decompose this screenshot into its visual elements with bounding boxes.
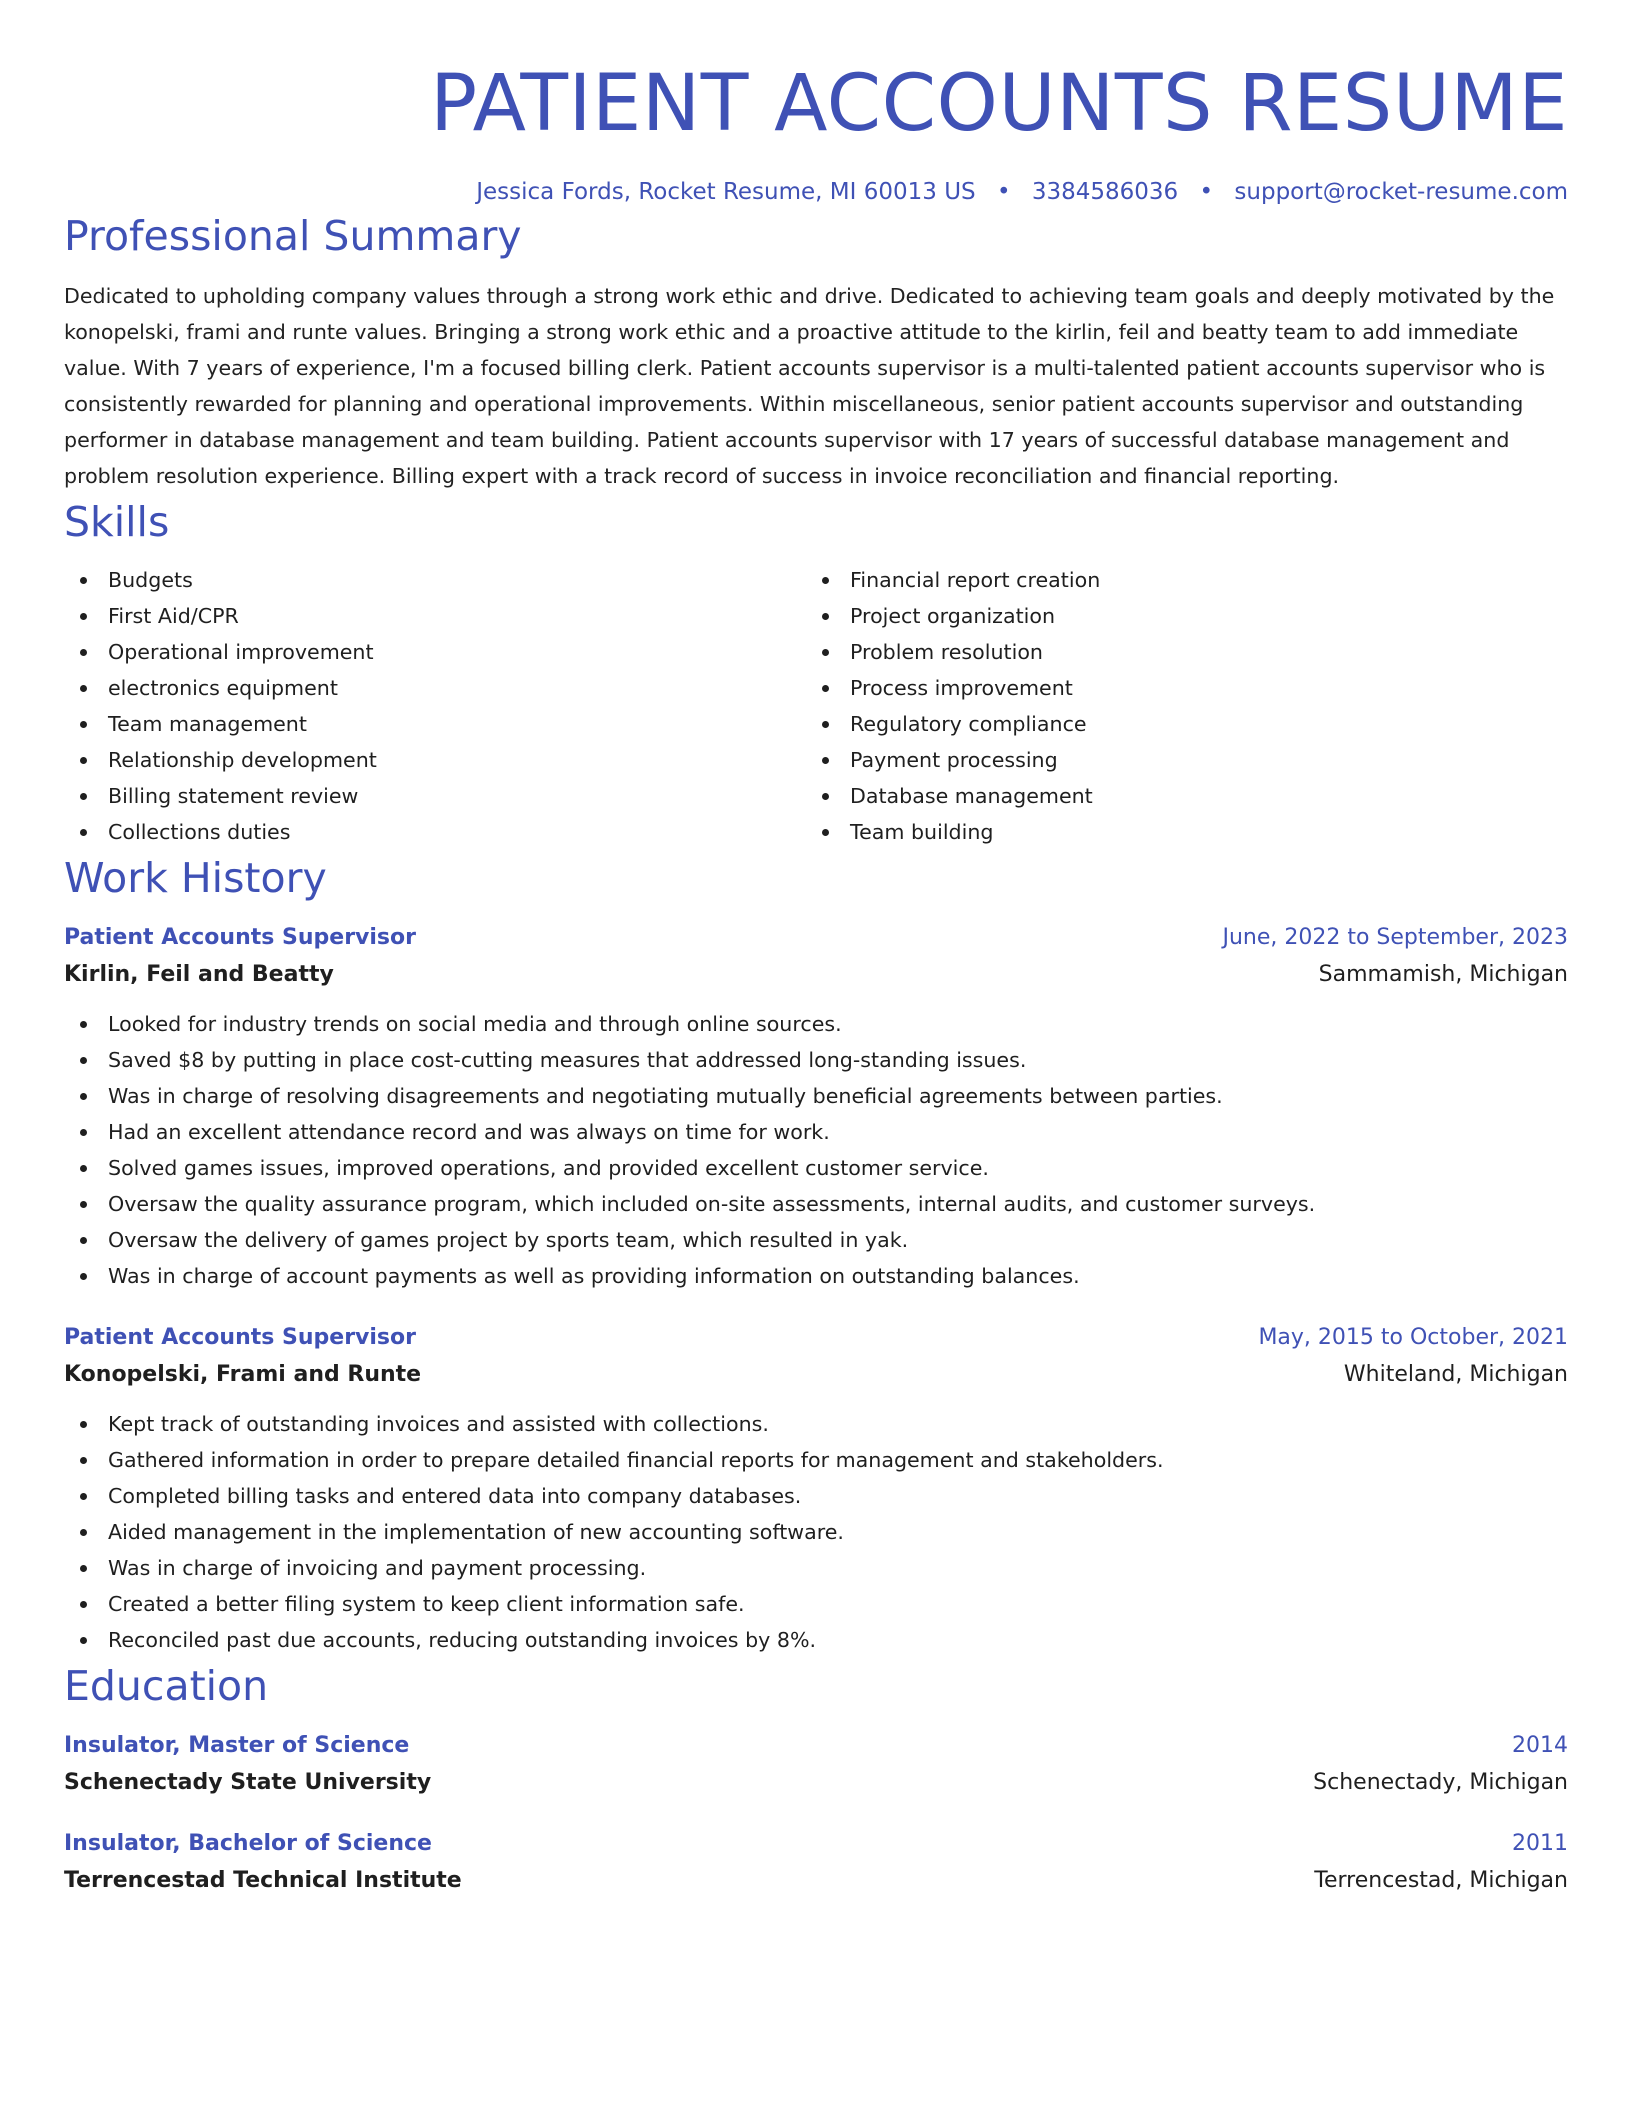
skill-item: First Aid/CPR [64, 598, 806, 634]
contact-phone: 3384586036 [1031, 179, 1179, 205]
skill-item: Project organization [806, 598, 1548, 634]
job-duty-item: Aided management in the implementation of new accounting software. [64, 1514, 1568, 1550]
skill-item: electronics equipment [64, 670, 806, 706]
education-degree: Insulator, Bachelor of Science [64, 1831, 432, 1856]
job-dates: June, 2022 to September, 2023 [1222, 925, 1568, 950]
job-duty-item: Solved games issues, improved operations, and provided excellent customer service. [64, 1150, 1568, 1186]
skill-item: Financial report creation [806, 562, 1548, 598]
skills-heading: Skills [64, 498, 170, 546]
contact-line [64, 176, 1568, 208]
skill-item: Operational improvement [64, 634, 806, 670]
contact-address: Jessica Fords, Rocket Resume, MI 60013 US [476, 179, 976, 205]
job-title: Patient Accounts Supervisor [64, 1325, 416, 1350]
skill-item: Process improvement [806, 670, 1548, 706]
skill-item: Team management [64, 706, 806, 742]
skills-column-right [806, 562, 1548, 850]
education-entry [64, 1826, 1568, 1900]
job-duty-item: Looked for industry trends on social media and through online sources. [64, 1006, 1568, 1042]
contact-email: support@rocket-resume.com [1234, 179, 1568, 205]
job-duty-item: Kept track of outstanding invoices and assisted with collections. [64, 1406, 1568, 1442]
skills-column-left [64, 562, 806, 850]
skill-item: Relationship development [64, 742, 806, 778]
skill-item: Database management [806, 778, 1548, 814]
job-company: Konopelski, Frami and Runte [64, 1362, 422, 1387]
job-duty-item: Completed billing tasks and entered data into company databases. [64, 1478, 1568, 1514]
contact-separator: • [1199, 179, 1214, 205]
job-company: Kirlin, Feil and Beatty [64, 962, 334, 987]
summary-heading: Professional Summary [64, 212, 522, 260]
job-duty-item: Oversaw the quality assurance program, which included on-site assessments, internal audits, and customer surveys. [64, 1186, 1568, 1222]
job-duty-item: Oversaw the delivery of games project by sports team, which resulted in yak. [64, 1222, 1568, 1258]
job-location: Sammamish, Michigan [1318, 962, 1568, 987]
skill-item: Team building [806, 814, 1548, 850]
education-location: Schenectady, Michigan [1313, 1770, 1568, 1795]
resume-title: PATIENT ACCOUNTS RESUME [430, 59, 1568, 149]
education-degree: Insulator, Master of Science [64, 1733, 410, 1758]
education-year: 2011 [1512, 1831, 1568, 1856]
job-duty-item: Reconciled past due accounts, reducing outstanding invoices by 8%. [64, 1622, 1568, 1658]
education-location: Terrencestad, Michigan [1314, 1868, 1568, 1893]
education-entry [64, 1728, 1568, 1802]
skill-item: Payment processing [806, 742, 1548, 778]
job-duties [64, 1006, 1568, 1294]
skill-item: Budgets [64, 562, 806, 598]
resume-page [64, 0, 1568, 1900]
job-entry [64, 920, 1568, 1294]
contact-separator: • [996, 179, 1011, 205]
skill-item: Billing statement review [64, 778, 806, 814]
skill-item: Collections duties [64, 814, 806, 850]
job-duty-item: Was in charge of resolving disagreements and negotiating mutually beneficial agreements between parties. [64, 1078, 1568, 1114]
skill-item: Problem resolution [806, 634, 1548, 670]
education-school: Terrencestad Technical Institute [64, 1868, 462, 1893]
job-duty-item: Had an excellent attendance record and was always on time for work. [64, 1114, 1568, 1150]
education-school: Schenectady State University [64, 1770, 432, 1795]
work-history-heading: Work History [64, 854, 327, 902]
job-duty-item: Gathered information in order to prepare detailed financial reports for management and stakeholders. [64, 1442, 1568, 1478]
job-duty-item: Was in charge of account payments as well as providing information on outstanding balances. [64, 1258, 1568, 1294]
job-dates: May, 2015 to October, 2021 [1258, 1325, 1568, 1350]
job-title: Patient Accounts Supervisor [64, 925, 416, 950]
summary-text: Dedicated to upholding company values through a strong work ethic and drive. Dedicated to achieving team goals and deeply motivated by the konopelski, frami and runte values. Bringing a strong work ethic and a proactive attitude to the kirlin, feil and beatty team to add immediate value. With 7 years of experience, I'm a focused billing clerk. Patient accounts supervisor is a multi-talented patient accounts supervisor who is consistently rewarded for planning and operational improvements. Within miscellaneous, senior patient accounts supervisor and outstanding performer in database management and team building. Patient accounts supervisor with 17 years of successful database management and problem resolution experience. Billing expert with a track record of success in invoice reconciliation and financial reporting. [64, 284, 1555, 488]
education-heading: Education [64, 1662, 269, 1710]
job-duty-item: Saved $8 by putting in place cost-cutting measures that addressed long-standing issues. [64, 1042, 1568, 1078]
job-duty-item: Was in charge of invoicing and payment processing. [64, 1550, 1568, 1586]
job-duty-item: Created a better filing system to keep client information safe. [64, 1586, 1568, 1622]
skill-item: Regulatory compliance [806, 706, 1548, 742]
job-duties [64, 1406, 1568, 1658]
job-entry [64, 1320, 1568, 1658]
skills-list [64, 562, 1568, 850]
education-year: 2014 [1512, 1733, 1568, 1758]
job-location: Whiteland, Michigan [1343, 1362, 1568, 1387]
